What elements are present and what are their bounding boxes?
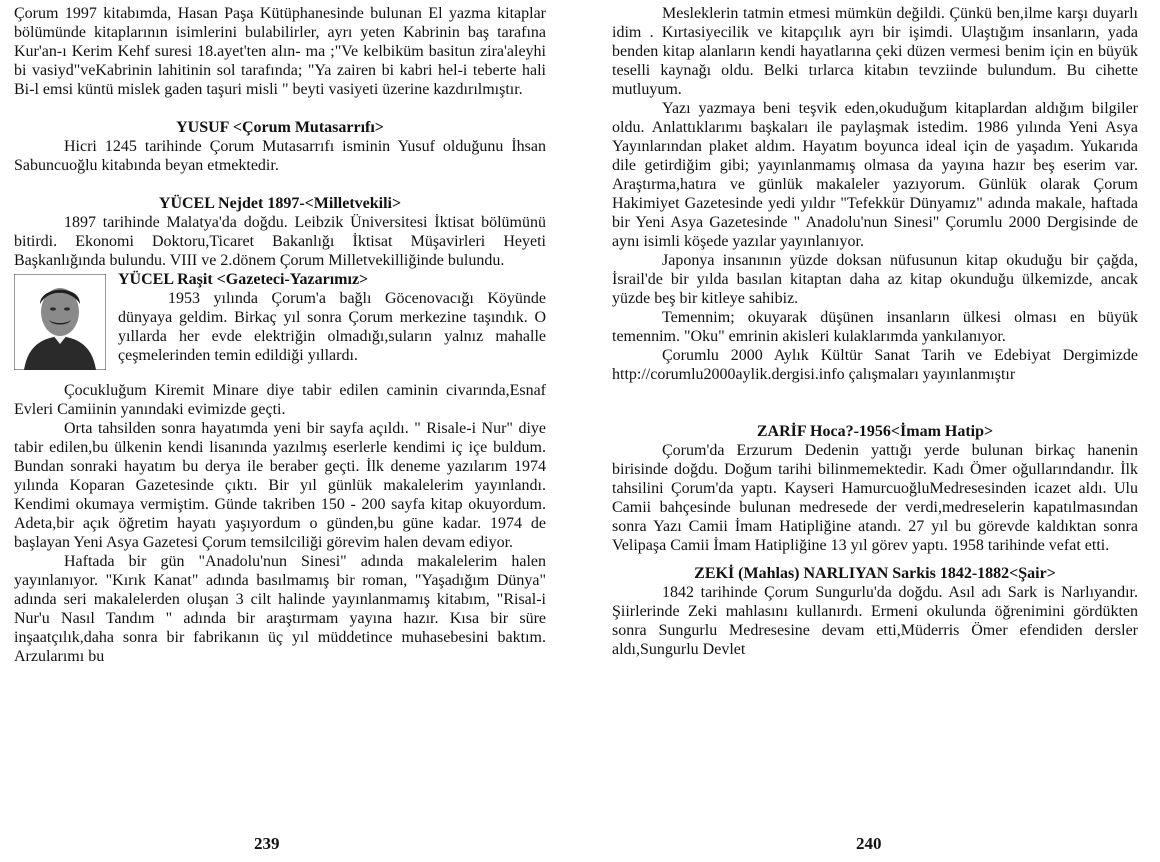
continued-paragraph-4: Temennim; okuyarak düşünen insanların ülkesi olması en büyük temennim. "Oku" emrinin akisleri kulaklarımda yankılanıyor. (612, 309, 1138, 345)
entry-text-zeki: 1842 tarihinde Çorum Sungurlu'da doğdu. Asıl adı Sark is Narlıyandır. Şiirlerinde Zeki mahlasını kullanırdı. Ermeni okulunda öğrenimini gördükten sonra Sungurlu Medresesine devam etti,Müderris Ömer efendiden dersler aldı,Sungurlu Devlet (612, 584, 1138, 658)
entry-heading-rasit: YÜCEL Raşit <Gazeteci-Yazarımız> (118, 271, 369, 288)
entry-heading-zeki: ZEKİ (Mahlas) NARLIYAN Sarkis 1842-1882<Şair> (694, 565, 1056, 582)
entry-text-zarif: Çorum'da Erzurum Dedenin yattığı yerde bulunan birkaç hanenin birisinde doğdu. Doğum tarihi bilinmemektedir. Kadı Ömer oğullarındandır. İlk tahsilini Çorum'da yaptı. Kayseri HamurcuoğluMedresesinden icazet aldı. Ulu Camii bahçesinde bulunan medresede der verdi,medreselerin kapatılmasından sonra Yazı Camii İmam Hatipliğine atandı. 27 yıl bu görevde kaldıktan sonra Velipaşa Camii İmam Hatipliğine 13 yıl görev yaptı. 1958 tarihinde vefat etti. (612, 442, 1138, 554)
page-number-left: 239 (254, 834, 280, 853)
entry-text-rasit-3: Orta tahsilden sonra hayatımda yeni bir sayfa açıldı. " Risale-i Nur" diye tabir edilen,bu ülkenin kendi lisanında yazılmış eserlerle kendimi iç içe buldum. Bundan sonraki hayatım bu derya ile beraber geçti. İlk deneme yazılarım 1974 yılında Koparan Gazetesinde çıktı. Bir yıl günlük makalelerim yayınlandı. Kendimi okumaya vermiştim. Günde takriben 150 - 200 sayfa kitap okuyordum. Adeta,bir açık öğretim hayatı yaşıyordum o günden,bu güne kadar. 1974 de başlayan Yeni Asya Gazetesi Çorum temsilciliği görevim halen devam ediyor. (14, 420, 546, 551)
entry-text-nejdet: 1897 tarihinde Malatya'da doğdu. Leibzik Üniversitesi İktisat bölümünü bitirdi. Ekonomi Doktoru,Ticaret Bakanlığı İktisat Müşavirleri Heyeti Başkanlığında bulundu. VIII ve 2.dönem Çorum Milletvekilliğinde bulundu. (14, 214, 546, 269)
entry-heading-zarif: ZARİF Hoca?-1956<İmam Hatip> (756, 423, 994, 440)
intro-paragraph: Çorum 1997 kitabımda, Hasan Paşa Kütüphanesinde bulunan El yazma kitaplar bölümünde kitaplarının isimlerini bulabilirler, ayrı yeten Kabrinin baş tarafına Kur'an-ı Kerim Kehf suresi 18.ayet'ten alın- ma ;"Ve kelbiküm basitun zira'aleyhi bi vasiyd"veKabrinin lahitinin sol tarafında; "Ya zairen bi kabri hel-i teberte hali Bi-l emsi küntü mislek gaden taşuri misli " beyti vasiyeti üzerine kazdırılmıştır. (14, 5, 546, 98)
continued-paragraph-1: Mesleklerin tatmin etmesi mümkün değildi. Çünkü ben,ilme karşı duyarlı idim . Kırtasiyecilik ve kitapçılık ayrı bir işimdi. Ulaştığım insanların, yada benden kitap alanların kendi hayatlarına çeki düzen vermesi benim için en büyük teselli kaynağı oldu. Belki tırlarca kitabın tevziinde bulundum. Bu cihette mutluyum. (612, 5, 1138, 98)
continued-paragraph-3: Japonya insanının yüzde doksan nüfusunun kitap okuduğu bir çağda, İsrail'de bir yılda basılan kitaptan daha az kitap okunduğu ülkemizde, ancak yüzde beş bir kitleye sahibiz. (612, 252, 1138, 307)
right-page (612, 4, 1138, 659)
entry-text-rasit-2: Çocukluğum Kiremit Minare diye tabir edilen caminin civarında,Esnaf Evleri Camiinin yanındaki evimizde geçti. (14, 382, 546, 418)
left-page (14, 4, 546, 666)
continued-paragraph-2: Yazı yazmaya beni teşvik eden,okuduğum kitaplardan aldığım bilgiler oldu. Anlattıklarımı başkaları ile paylaşmak istedim. 1986 yılında Yeni Asya Yayınlarından plaket aldım. Hayatım boyunca ideal için de yaşadım. Yukarıda dile getirdiğim gibi; yayınlanmamış olmasa da yayına hazır beş eserim var. Araştırma,hatıra ve günlük makaleler yazıyorum. Günlük olarak Çorum Hakimiyet Gazetesinde yedi yıldır "Tefekkür Dünyamız" adında makale, haftada bir Yeni Asya Gazetesinde " Anadolu'nun Sinesi" Çorumlu 2000 Dergisinde de aynı isimli köşede yazılar yayınlanıyor. (612, 100, 1138, 250)
entry-heading-nejdet: YÜCEL Nejdet 1897-<Milletvekili> (158, 195, 402, 212)
entry-text-rasit-4: Haftada bir gün "Anadolu'nun Sinesi" adında makalelerim halen yayınlanıyor. "Kırık Kanat" adında basılmamış bir roman, "Yaşadığım Dünya" adında seri makalelerden oluşan 3 cilt halinde yayınlanmamış kitabım, "Risal-i Nur'u Nasıl Tandım " adında bir araştırmam yayına hazır. Kısa bir süre inşaatçılık,daha sonra bir fabrikanın üç yıl müddetince muhasebesini baktım. Arzularımı bu (14, 553, 546, 665)
continued-paragraph-5: Çorumlu 2000 Aylık Kültür Sanat Tarih ve Edebiyat Dergimizde http://corumlu2000aylik.dergisi.info çalışmaları yayınlanmıştır (612, 347, 1138, 383)
entry-text-rasit-1: 1953 yılında Çorum'a bağlı Göcenovacığı Köyünde dünyaya geldim. Birkaç yıl sonra Çorum merkezine taşındık. O yıllarda her evde elektriğin olmadığı,suların yalnız mahalle çeşmelerinden temin edildiği yıllardı. (118, 290, 546, 364)
page-number-right: 240 (856, 834, 882, 853)
entry-rasit (14, 270, 546, 666)
entry-heading-yusuf: YUSUF <Çorum Mutasarrıfı> (176, 119, 384, 136)
entry-text-yusuf: Hicri 1245 tarihinde Çorum Mutasarrıfı isminin Yusuf olduğunu İhsan Sabuncuoğlu kitabında beyan etmektedir. (14, 138, 546, 174)
author-portrait-photo (14, 274, 106, 370)
